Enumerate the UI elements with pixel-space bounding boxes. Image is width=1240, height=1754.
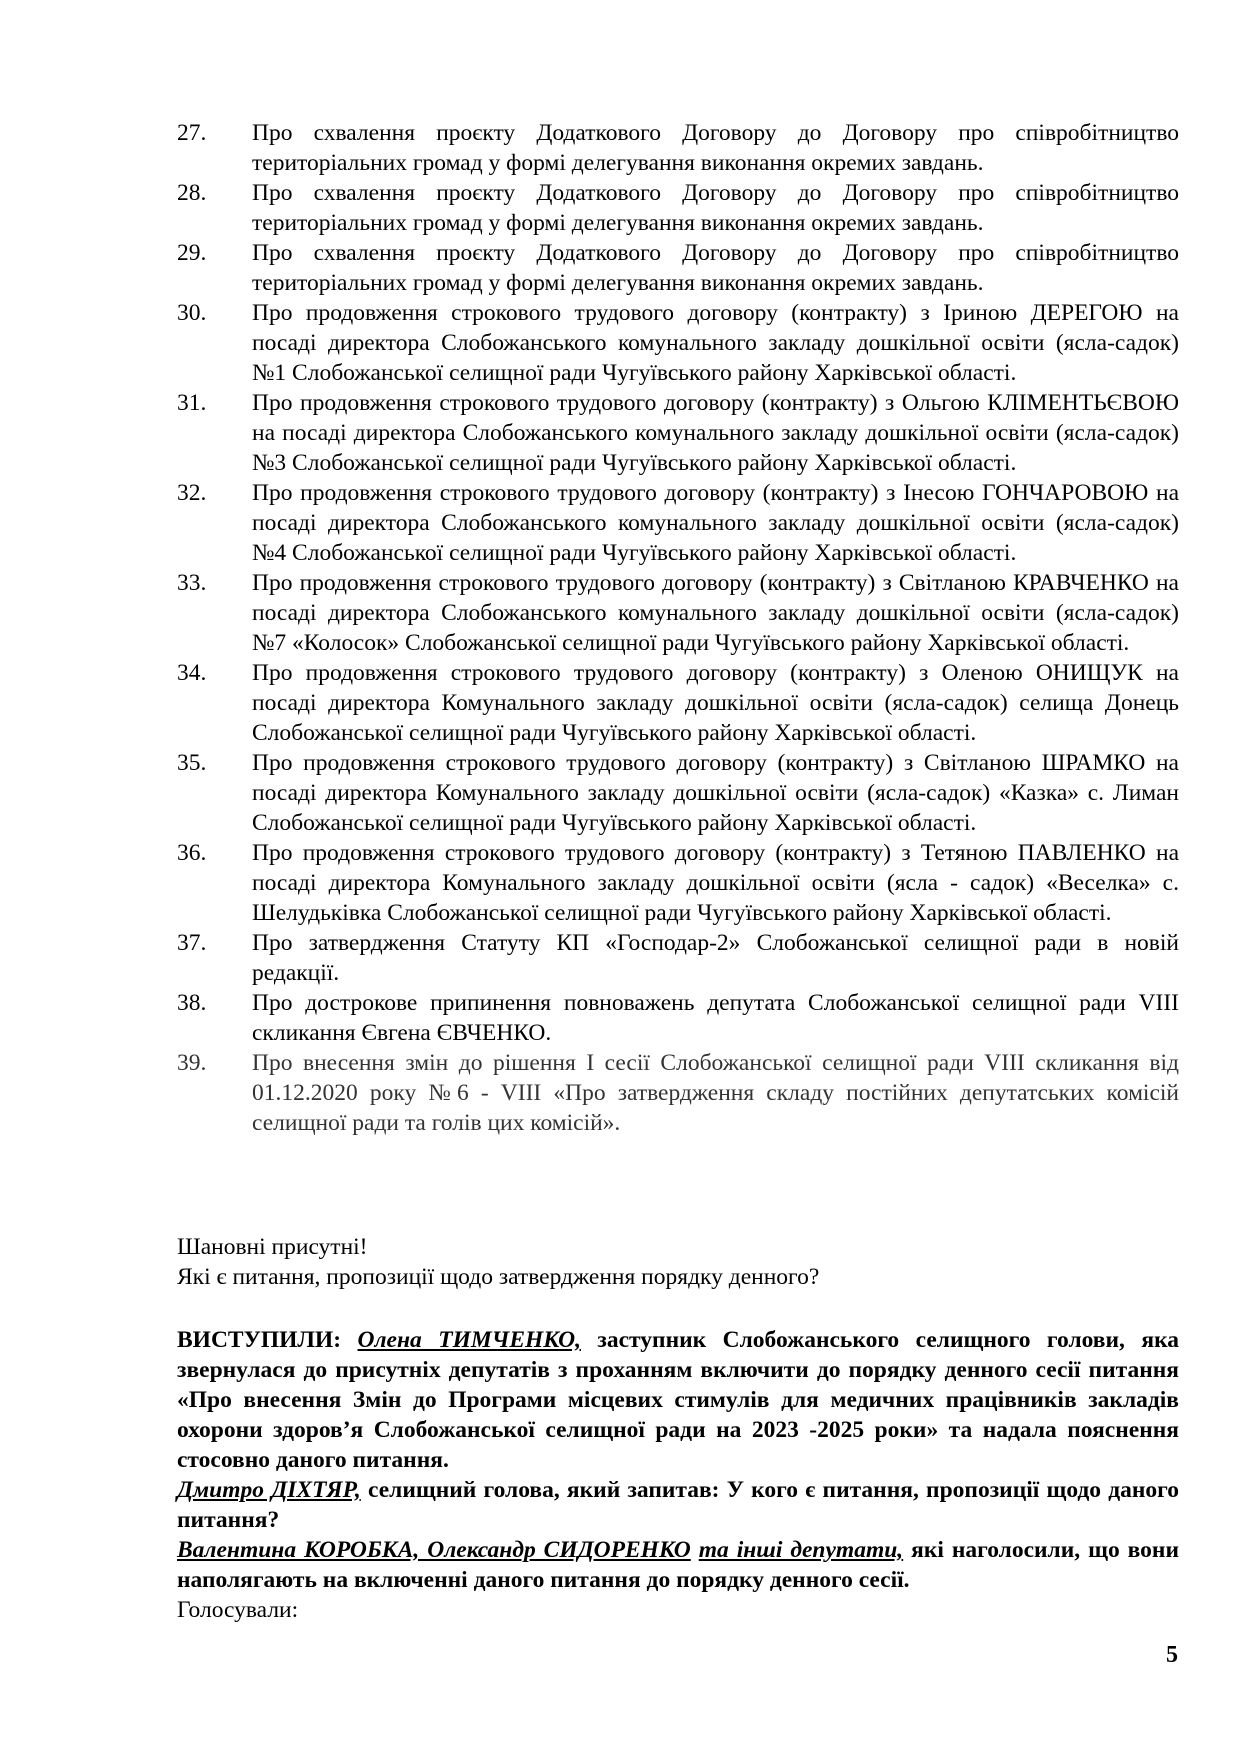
agenda-item	[177, 928, 1179, 988]
item-text: Про схвалення проєкту Додаткового Договору до Договору про співробітництво територіальних громад у формі делегування виконання окремих завдань.	[252, 240, 1179, 296]
item-number: 28.	[177, 180, 207, 206]
agenda-item	[177, 298, 1179, 388]
item-text: Про внесення змін до рішення І сесії Слобожанської селищної ради VIII скликання від 01.12.2020 року №6 - VIII «Про затвердження складу постійних депутатських комісій селищної ради та голів цих комісій».	[252, 1050, 1179, 1136]
agenda-item	[177, 238, 1179, 298]
item-number: 35.	[177, 750, 207, 776]
votes-label: Голосували:	[177, 1597, 299, 1623]
speech-text: заступник Слобожанського селищного голови, яка звернулася до присутніх депутатів з проханням включити до порядку денного сесії питання «Про внесення Змін до Програми місцевих стимулів для медичних працівників закладів охорони здоров’я Слобожанської селищної ради на 2023 -2025 роки» та надала пояснення стосовно даного питання.	[177, 1327, 1180, 1473]
speaker-name: Дмитро ДІХТЯР,	[177, 1477, 361, 1503]
speech-spacer	[691, 1537, 699, 1563]
speech-text: селищний голова, який запитав: У кого є питання, пропозиції щодо даного питання?	[177, 1477, 1179, 1533]
item-number: 31.	[177, 390, 207, 416]
speaker-name: та інші депутати,	[698, 1537, 904, 1563]
speeches-block	[177, 1325, 1179, 1625]
speech-text: які наголосили, що вони наполягають на включенні даного питання до порядку денного сесії.	[177, 1537, 1179, 1593]
item-number: 30.	[177, 300, 207, 326]
speech-paragraph	[177, 1535, 1179, 1595]
item-number: 33.	[177, 570, 207, 596]
speaker-name: Олена ТИМЧЕНКО,	[357, 1327, 581, 1353]
agenda-item	[177, 118, 1179, 178]
item-text: Про схвалення проєкту Додаткового Договору до Договору про співробітництво територіальних громад у формі делегування виконання окремих завдань.	[252, 120, 1179, 176]
item-number: 37.	[177, 930, 207, 956]
item-number: 29.	[177, 240, 207, 266]
agenda-item	[177, 988, 1179, 1048]
agenda-item	[177, 1048, 1179, 1138]
greeting-block	[177, 1232, 1179, 1292]
item-number: 36.	[177, 840, 207, 866]
speaker-name: Валентина КОРОБКА, Олександр СИДОРЕНКО	[177, 1537, 691, 1563]
item-text: Про продовження строкового трудового договору (контракту) з Оленою ОНИЩУК на посаді директора Комунального закладу дошкільної освіти (ясла-садок) селища Донець Слобожанської селищної ради Чугуївського району Харківської області.	[252, 660, 1179, 746]
agenda-item	[177, 658, 1179, 748]
item-text: Про дострокове припинення повноважень депутата Слобожанської селищної ради VIII скликання Євгена ЄВЧЕНКО.	[252, 990, 1179, 1046]
item-text: Про продовження строкового трудового договору (контракту) з Ольгою КЛІМЕНТЬЄВОЮ на посаді директора Слобожанського комунального закладу дошкільної освіти (ясла-садок) №3 Слобожанської селищної ради Чугуївського району Харківської області.	[252, 390, 1179, 476]
item-text: Про продовження строкового трудового договору (контракту) з Іриною ДЕРЕГОЮ на посаді директора Слобожанського комунального закладу дошкільної освіти (ясла-садок) №1 Слобожанської селищної ради Чугуївського району Харківської області.	[252, 300, 1179, 386]
speech-paragraph	[177, 1475, 1179, 1535]
greeting-line: Шановні присутні!	[177, 1234, 368, 1260]
item-text: Про схвалення проєкту Додаткового Договору до Договору про співробітництво територіальних громад у формі делегування виконання окремих завдань.	[252, 180, 1179, 236]
item-number: 39.	[177, 1050, 207, 1076]
agenda-list	[177, 118, 1179, 1138]
item-text: Про продовження строкового трудового договору (контракту) з Тетяною ПАВЛЕНКО на посаді директора Комунального закладу дошкільної освіти (ясла - садок) «Веселка» с. Шелудьківка Слобожанської селищної ради Чугуївського району Харківської області.	[252, 840, 1179, 926]
page-number: 5	[1166, 1642, 1178, 1668]
item-number: 27.	[177, 120, 207, 146]
agenda-item	[177, 178, 1179, 238]
speech-paragraph	[177, 1325, 1179, 1475]
item-text: Про затвердження Статуту КП «Господар-2» Слобожанської селищної ради в новій редакції.	[252, 930, 1179, 986]
agenda-item	[177, 568, 1179, 658]
item-text: Про продовження строкового трудового договору (контракту) з Світланою ШРАМКО на посаді директора Комунального закладу дошкільної освіти (ясла-садок) «Казка» с. Лиман Слобожанської селищної ради Чугуївського району Харківської області.	[252, 750, 1179, 836]
agenda-item	[177, 388, 1179, 478]
agenda-item	[177, 748, 1179, 838]
item-text: Про продовження строкового трудового договору (контракту) з Інесою ГОНЧАРОВОЮ на посаді директора Слобожанського комунального закладу дошкільної освіти (ясла-садок) №4 Слобожанської селищної ради Чугуївського району Харківської області.	[252, 480, 1179, 566]
item-number: 32.	[177, 480, 207, 506]
question-line: Які є питання, пропозиції щодо затвердження порядку денного?	[177, 1264, 820, 1290]
speeches-label: ВИСТУПИЛИ:	[177, 1327, 342, 1353]
agenda-item	[177, 838, 1179, 928]
item-number: 38.	[177, 990, 207, 1016]
agenda-item	[177, 478, 1179, 568]
item-text: Про продовження строкового трудового договору (контракту) з Світланою КРАВЧЕНКО на посаді директора Слобожанського комунального закладу дошкільної освіти (ясла-садок) №7 «Колосок» Слобожанської селищної ради Чугуївського району Харківської області.	[252, 570, 1179, 656]
item-number: 34.	[177, 660, 207, 686]
